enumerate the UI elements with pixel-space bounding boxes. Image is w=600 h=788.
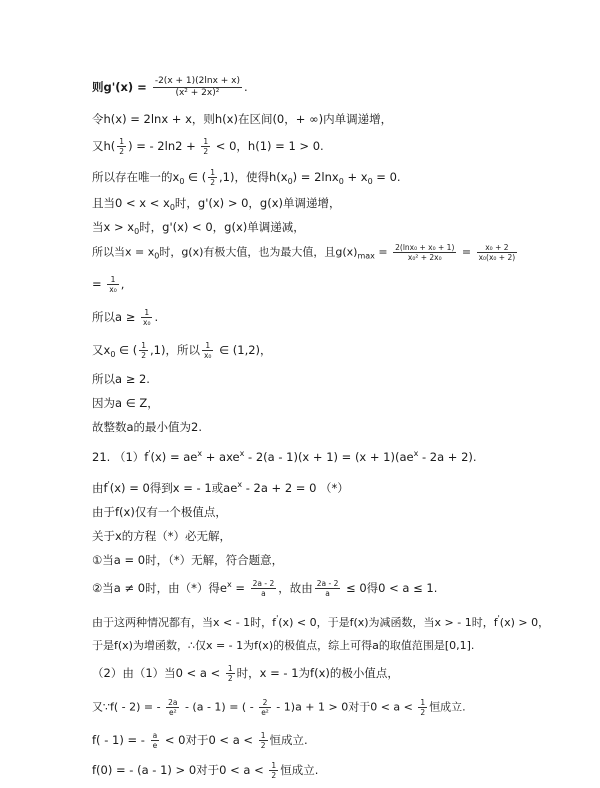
line-16: 由于f(x)仅有一个极值点， <box>92 505 227 519</box>
line-15: 由f'(x) = 0得到x = - 1或$ae^x - 2a + 2 = 0$ （*） <box>92 480 349 495</box>
line-17: 关于x的方程（*）必无解， <box>92 529 232 543</box>
line-4: 所以存在唯一的$x_0$ ∈ ( $\frac{1}{2}$ ,1)，使得$h(x_0) = 2\ln x_0 + x_0 = 0$. <box>92 168 401 187</box>
line-19: ②当a ≠ 0时，由（*）得$e^x$ = $\frac{2a - 2}{a}$ ，故由 $\frac{2a - 2}{a}$ ≤ 0得0 < a ≤ 1. <box>92 579 438 598</box>
line-23: 又∵f( - 2) = - $\frac{2a}{\text{e²}}$ - (a - 1) = ( - $\frac{2}{\text{e²}}$ - 1)a + 1 > 0对于0 < a < $\frac{1}{2}$ 恒成立. <box>92 698 466 717</box>
line-24: f( - 1) = - $\frac{a}{e}$ < 0对于0 < a < $\frac{1}{2}$ 恒成立. <box>92 731 308 750</box>
line-2: 令h(x) = 2lnx + x，则h(x)在区间(0，+ ∞)内单调递增， <box>92 112 393 126</box>
line-9: 所以a ≥ $\frac{1}{\text{x₀}}$ . <box>92 308 159 327</box>
line-1: 则g'(x) = $\frac{-2(x + 1)(2\ln x + x)}{\text{(x² + 2x)²}}$ . <box>92 76 248 98</box>
line-7: 所以当$x = x_0$时，g(x)有极大值，也为最大值，且$g(x)_{max}$ = $\frac{\text{2(lnx₀ + x₀ + 1)}}{\text{x₀² + 2x₀}}$ = $\frac{\text{x₀ + 2}}{\text{x₀(x₀ + 2)}}$ <box>92 243 516 262</box>
line-22: （2）由（1）当0 < a < $\frac{1}{2}$ 时，x = - 1为f(x)的极小值点， <box>92 664 399 683</box>
line-21: 于是f(x)为增函数，∴仅x = - 1为f(x)的极值点，综上可得a的取值范围是[0,1]. <box>92 639 475 652</box>
line-14: 21. $(1)f'(x) = ae^x + axe^x - 2(a - 1)(x + 1) = (x + 1)(ae^x - 2a + 2)$. <box>92 449 477 464</box>
line-18: ①当a = 0时，（*）无解，符合题意， <box>92 553 284 567</box>
fraction: $\frac{-2(x + 1)(2\ln x + x)}{\text{(x² + 2x)²}}$ <box>154 76 241 98</box>
line-20: 由于这两种情况都有，当x < - 1时，f'(x) < 0，于是f(x)为减函数，当x > - 1时，f'(x) > 0， <box>92 614 550 629</box>
line-10: 又$x_0$ ∈ ( $\frac{1}{2}$ ,1)，所以 $\frac{1}{\text{x₀}}$ ∈ (1,2)， <box>92 341 272 360</box>
line-3: 又h( $\frac{1}{2}$ ) = - 2ln2 + $\frac{1}{2}$ < 0，h(1) = 1 > 0. <box>92 137 324 156</box>
line-6: 当$x > x_0$时，g'(x) < 0，g(x)单调递减， <box>92 220 305 236</box>
line-12: 因为a ∈ Z， <box>92 396 159 410</box>
line-11: 所以a ≥ 2. <box>92 372 150 386</box>
line-5: 且当$0 < x < x_0$时，g'(x) > 0，g(x)单调递增， <box>92 196 341 212</box>
line-25: f(0) = - (a - 1) > 0对于0 < a < $\frac{1}{2}$ 恒成立. <box>92 761 319 780</box>
line-8: = $\frac{1}{\text{x₀}}$ , <box>92 275 125 294</box>
line-13: 故整数a的最小值为2. <box>92 420 203 434</box>
